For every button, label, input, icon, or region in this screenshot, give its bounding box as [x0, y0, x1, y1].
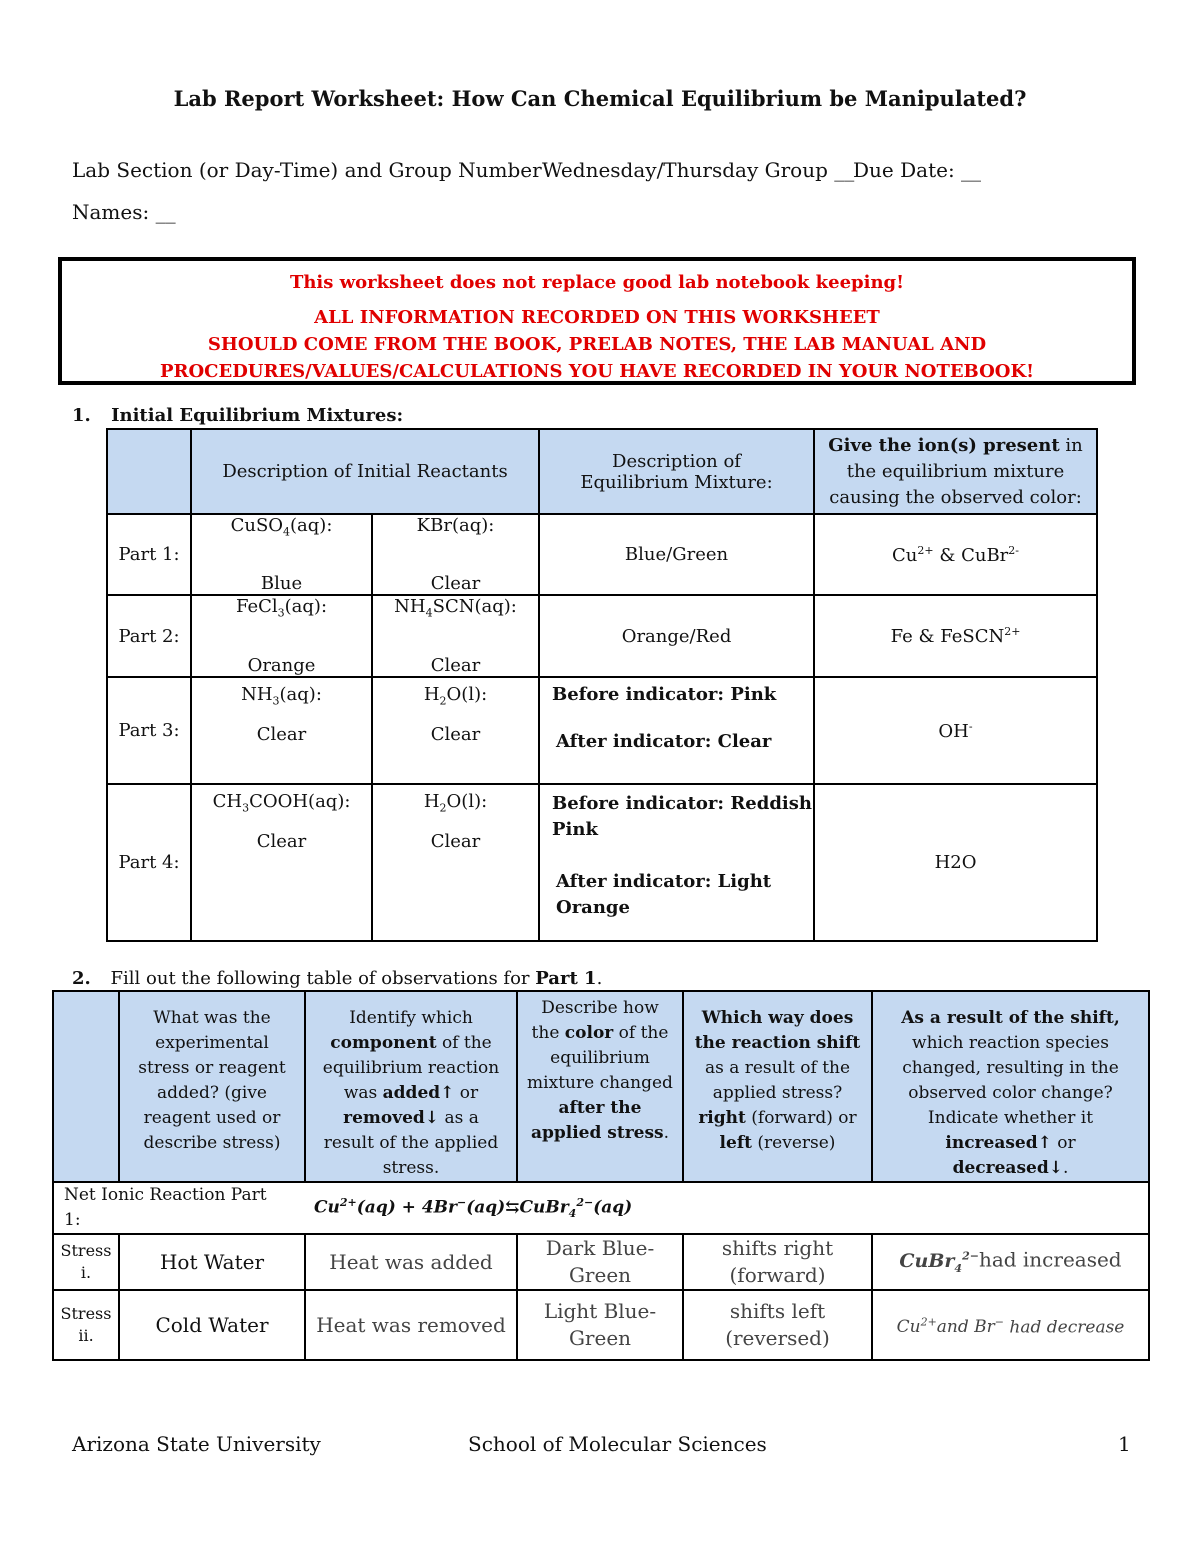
reactant2-color: Clear: [430, 655, 481, 676]
section2-title-bold: Part 1: [535, 968, 597, 989]
reactant2-name: KBr(aq):: [416, 515, 495, 536]
section1-number: 1.: [72, 405, 91, 426]
table1-row-part2: [107, 595, 1097, 677]
footer-left: Arizona State University: [72, 1432, 321, 1456]
header-color: [517, 991, 683, 1182]
species-formula: CuBr$_4^{2-}$: [899, 1249, 979, 1275]
reactant1-cell: [191, 784, 372, 941]
h3-text-c: of the equilibrium mixture changed: [527, 1023, 673, 1093]
table1-header-row: [107, 429, 1097, 514]
table1-row-part3: [107, 677, 1097, 784]
reactant2-color: Clear: [430, 830, 481, 852]
section2-title: Fill out the following table of observations for: [110, 968, 536, 989]
ion-cell: H2O: [814, 784, 1097, 941]
header-ion-bold: Give the ion(s) present: [828, 434, 1060, 456]
reactant1-color: Clear: [256, 723, 307, 745]
h3-text-e: .: [663, 1123, 670, 1143]
mixture-cell: Blue/Green: [539, 514, 814, 595]
mixture-before: Before indicator: Pink: [552, 684, 777, 705]
reactant2-name: $NH_4SCN(aq)$:: [394, 596, 517, 620]
warning-line-3: SHOULD COME FROM THE BOOK, PRELAB NOTES, THE LAB MANUAL AND: [207, 334, 987, 355]
mixture-after: After indicator: Light Orange: [556, 871, 772, 918]
h5-text-c: increased↑: [945, 1133, 1052, 1153]
part-label: Part 4:: [107, 784, 191, 941]
part-label: Part 2:: [107, 595, 191, 677]
reactant2-color: Clear: [430, 573, 481, 594]
part1-observations-table: [52, 990, 1150, 1361]
h4-text-a: Which way does the reaction shift: [694, 1008, 861, 1053]
reactant1-name: $CH_3COOH(aq)$:: [212, 791, 351, 815]
species-text: had increased: [978, 1247, 1122, 1272]
h5-text-a: As a result of the shift,: [901, 1008, 1120, 1028]
header-mixture: Description of Equilibrium Mixture:: [539, 429, 814, 514]
h4-text-b: as a result of the applied stress?: [704, 1058, 851, 1103]
ion-text: Fe & FeSCN: [890, 626, 1005, 647]
due-date: Due Date: __: [853, 158, 982, 182]
table2-header-row: [53, 991, 1149, 1182]
ion-text: Cu: [892, 544, 918, 566]
reactant1-color: Blue: [260, 573, 303, 594]
part-label: Part 3:: [107, 677, 191, 784]
species-text: had decrease: [1009, 1317, 1125, 1338]
net-ionic-equation: $Cu^{2+}(aq)$ + 4Br−(aq)⇆CuBr$_4^{2-}$(aq): [314, 1195, 633, 1221]
section2-heading: [72, 968, 602, 989]
h2-text-f: removed↓: [343, 1108, 440, 1128]
reactant2-cell: [372, 677, 539, 784]
species-value: [872, 1290, 1149, 1360]
h4-text-e: left: [719, 1133, 752, 1153]
header-shift: [683, 991, 872, 1182]
part-label: Part 1:: [107, 514, 191, 595]
component-value: Heat was removed: [305, 1290, 517, 1360]
footer-center: School of Molecular Sciences: [468, 1432, 767, 1456]
stress-row-1: [53, 1234, 1149, 1290]
net-ionic-label: Net Ionic Reaction Part 1:: [64, 1185, 267, 1230]
reactant2-cell: [372, 595, 539, 677]
reactant1-cell: [191, 677, 372, 784]
reactant1-color: Clear: [256, 830, 307, 852]
warning-line-1: This worksheet does not replace good lab notebook keeping!: [289, 272, 905, 293]
section1-title: Initial Equilibrium Mixtures:: [111, 405, 404, 426]
header-ion: [814, 429, 1097, 514]
mixture-cell: Orange/Red: [539, 595, 814, 677]
ion-charge: 2+: [917, 543, 934, 557]
h2-text-e: or: [454, 1083, 479, 1103]
reactant1-cell: [191, 595, 372, 677]
net-ionic-row: [53, 1182, 1149, 1234]
warning-box: [58, 257, 1136, 385]
header-stress: What was the experimental stress or reagent added? (give reagent used or describe stress): [119, 991, 305, 1182]
reactant1-name: CuSO$_4$(aq):: [230, 515, 333, 539]
stress-value: Hot Water: [119, 1234, 305, 1290]
section2-title-end: .: [596, 968, 603, 989]
stress-value: Cold Water: [119, 1290, 305, 1360]
reactant1-name: FeCl$_3$(aq):: [235, 596, 328, 620]
stress-row-2: [53, 1290, 1149, 1360]
h3-text-d: after the applied stress: [530, 1098, 664, 1143]
h5-text-e: decreased↓: [952, 1158, 1063, 1178]
color-value: Dark Blue-Green: [517, 1234, 683, 1290]
header-empty-cell: [107, 429, 191, 514]
h2-text-b: component: [330, 1033, 437, 1053]
h3-text-b: color: [564, 1023, 614, 1043]
h5-text-b: which reaction species changed, resulting in the observed color change? Indicate whether it: [902, 1033, 1119, 1128]
mixture-before: Before indicator: Reddish Pink: [552, 793, 812, 840]
header-empty-cell: [53, 991, 119, 1182]
header-reactants: Description of Initial Reactants: [191, 429, 539, 514]
header-species: [872, 991, 1149, 1182]
ion-text: OH: [938, 720, 969, 742]
table1-row-part4: [107, 784, 1097, 941]
h5-text-f: .: [1062, 1158, 1069, 1178]
reactant1-color: Orange: [247, 655, 316, 676]
h2-text-c: of the equilibrium reaction was: [322, 1033, 500, 1103]
initial-equilibrium-table: [106, 428, 1098, 942]
reactant1-name: $NH_3(aq)$:: [241, 684, 322, 708]
lab-section-label: Lab Section (or Day-Time) and Group Number: [72, 158, 542, 182]
color-value: Light Blue-Green: [517, 1290, 683, 1360]
ion-cell: [814, 514, 1097, 595]
ion-text-2: & CuBr: [933, 544, 1009, 566]
stress-label: Stress i.: [53, 1234, 119, 1290]
mixture-cell: [539, 677, 814, 784]
h5-text-d: or: [1051, 1133, 1076, 1153]
h2-text-g: as a result of the applied stress.: [323, 1108, 499, 1178]
h4-text-d: (forward) or: [745, 1108, 857, 1128]
h2-text-a: Identify which: [349, 1008, 473, 1028]
h4-text-c: right: [698, 1108, 746, 1128]
ion-charge: -: [968, 719, 973, 733]
reactant2-cell: [372, 514, 539, 595]
warning-line-2: ALL INFORMATION RECORDED ON THIS WORKSHEET: [314, 307, 880, 328]
mixture-cell: [539, 784, 814, 941]
reactant2-cell: [372, 784, 539, 941]
stress-label: Stress ii.: [53, 1290, 119, 1360]
names-field: Names: __: [72, 200, 176, 224]
header-ion-rest: in the equilibrium mixture causing the observed color:: [829, 434, 1083, 508]
reactant1-cell: [191, 514, 372, 595]
header-component: [305, 991, 517, 1182]
reactant2-name: $H_2O(l)$:: [423, 791, 488, 815]
warning-line-4: PROCEDURES/VALUES/CALCULATIONS YOU HAVE RECORDED IN YOUR NOTEBOOK!: [159, 361, 1035, 382]
species-formula: $Cu^{2+}and$ Br−: [896, 1315, 1005, 1338]
ion-charge-2: 2-: [1008, 543, 1019, 557]
mixture-after: After indicator: Clear: [556, 731, 772, 752]
section1-heading: [72, 405, 403, 426]
table1-row-part1: [107, 514, 1097, 595]
page-title: Lab Report Worksheet: How Can Chemical Equilibrium be Manipulated?: [173, 86, 1027, 111]
reactant2-name: $H_2O(l)$:: [423, 684, 488, 708]
component-value: Heat was added: [305, 1234, 517, 1290]
shift-value: shifts left (reversed): [683, 1290, 872, 1360]
page-number: 1: [1118, 1432, 1131, 1456]
species-value: [872, 1234, 1149, 1290]
net-ionic-cell: [53, 1182, 1149, 1234]
shift-value: shifts right (forward): [683, 1234, 872, 1290]
h3-text-a: Describe how the: [531, 998, 659, 1043]
h4-text-f: (reverse): [752, 1133, 836, 1153]
ion-cell: [814, 677, 1097, 784]
section2-number: 2.: [72, 968, 91, 989]
h2-text-d: added↑: [382, 1083, 455, 1103]
reactant2-color: Clear: [430, 723, 481, 745]
ion-cell: [814, 595, 1097, 677]
lab-section-value: Wednesday/Thursday Group __: [542, 158, 855, 182]
ion-charge: 2+: [1004, 625, 1021, 638]
